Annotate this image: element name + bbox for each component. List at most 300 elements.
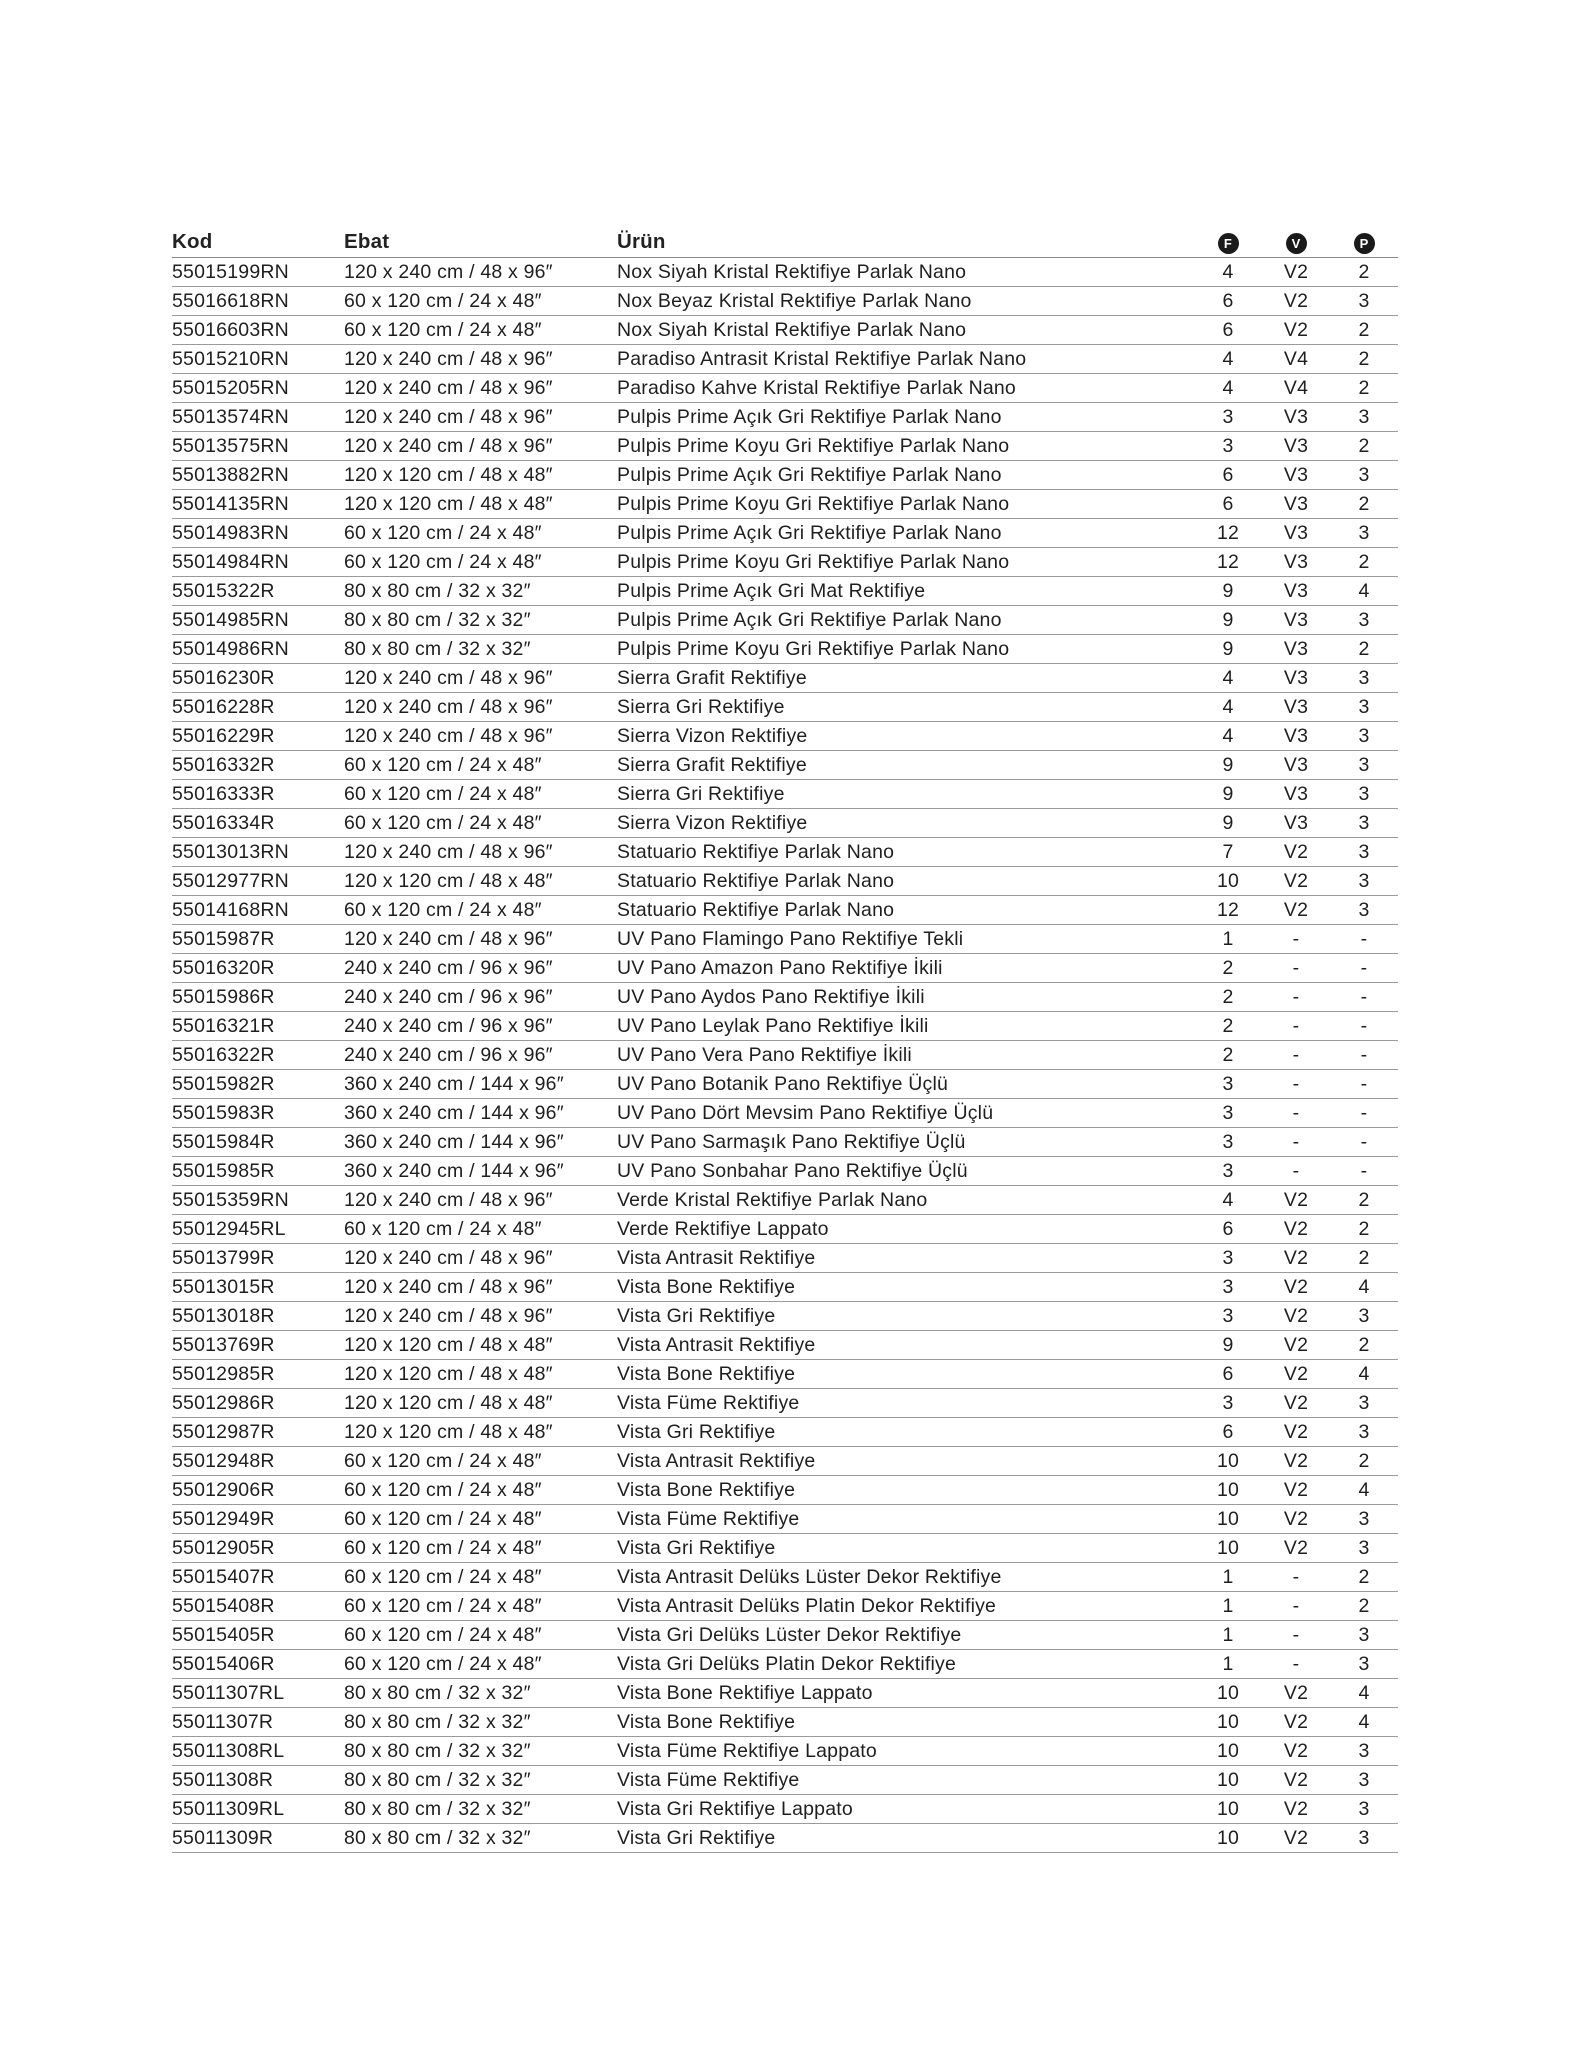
cell-v: V3 bbox=[1283, 550, 1309, 573]
cell-urun: Vista Bone Rektifiye bbox=[617, 1275, 796, 1298]
cell-p: 2 bbox=[1358, 376, 1370, 399]
cell-kod: 55012985R bbox=[172, 1362, 275, 1385]
cell-ebat: 120 x 240 cm / 48 x 96″ bbox=[344, 376, 553, 399]
cell-urun: Vista Gri Rektifiye bbox=[617, 1826, 776, 1849]
cell-f: 9 bbox=[1222, 608, 1234, 631]
cell-f: 4 bbox=[1222, 347, 1234, 370]
cell-f: 1 bbox=[1222, 1594, 1234, 1617]
cell-ebat: 240 x 240 cm / 96 x 96″ bbox=[344, 1043, 553, 1066]
cell-ebat: 120 x 240 cm / 48 x 96″ bbox=[344, 405, 553, 428]
table-row bbox=[172, 1157, 1398, 1186]
cell-urun: Pulpis Prime Açık Gri Rektifiye Parlak Nano bbox=[617, 521, 1002, 544]
cell-kod: 55014983RN bbox=[172, 521, 289, 544]
cell-kod: 55015985R bbox=[172, 1159, 275, 1182]
cell-p: - bbox=[1360, 956, 1368, 979]
cell-v: V3 bbox=[1283, 724, 1309, 747]
cell-v: V3 bbox=[1283, 695, 1309, 718]
cell-f: 9 bbox=[1222, 1333, 1234, 1356]
cell-kod: 55014986RN bbox=[172, 637, 289, 660]
cell-ebat: 120 x 240 cm / 48 x 96″ bbox=[344, 260, 553, 283]
table-row bbox=[172, 1099, 1398, 1128]
cell-urun: Sierra Gri Rektifiye bbox=[617, 782, 785, 805]
cell-urun: Sierra Vizon Rektifiye bbox=[617, 724, 808, 747]
cell-f: 12 bbox=[1216, 898, 1240, 921]
cell-kod: 55013575RN bbox=[172, 434, 289, 457]
cell-f: 9 bbox=[1222, 579, 1234, 602]
cell-v: V2 bbox=[1283, 1507, 1309, 1530]
cell-urun: Statuario Rektifiye Parlak Nano bbox=[617, 869, 895, 892]
table-row bbox=[172, 925, 1398, 954]
cell-p: 4 bbox=[1358, 579, 1370, 602]
header-v bbox=[1262, 230, 1330, 254]
cell-kod: 55012906R bbox=[172, 1478, 275, 1501]
cell-kod: 55015407R bbox=[172, 1565, 275, 1588]
cell-p: 3 bbox=[1358, 1768, 1370, 1791]
cell-f: 1 bbox=[1222, 927, 1234, 950]
cell-urun: Nox Siyah Kristal Rektifiye Parlak Nano bbox=[617, 318, 967, 341]
table-row bbox=[172, 316, 1398, 345]
cell-f: 3 bbox=[1222, 1246, 1234, 1269]
table-row bbox=[172, 838, 1398, 867]
cell-v: V3 bbox=[1283, 579, 1309, 602]
cell-v: V2 bbox=[1283, 1420, 1309, 1443]
cell-v: V4 bbox=[1283, 347, 1309, 370]
cell-ebat: 240 x 240 cm / 96 x 96″ bbox=[344, 985, 553, 1008]
cell-f: 10 bbox=[1216, 1710, 1240, 1733]
cell-urun: UV Pano Flamingo Pano Rektifiye Tekli bbox=[617, 927, 964, 950]
header-f bbox=[1194, 230, 1262, 254]
cell-f: 3 bbox=[1222, 1391, 1234, 1414]
cell-ebat: 60 x 120 cm / 24 x 48″ bbox=[344, 1536, 542, 1559]
cell-kod: 55013769R bbox=[172, 1333, 275, 1356]
table-row bbox=[172, 1360, 1398, 1389]
cell-ebat: 120 x 240 cm / 48 x 96″ bbox=[344, 666, 553, 689]
cell-v: - bbox=[1292, 1130, 1300, 1153]
cell-p: 3 bbox=[1358, 1739, 1370, 1762]
cell-f: 10 bbox=[1216, 1507, 1240, 1530]
table-row bbox=[172, 1012, 1398, 1041]
table-row bbox=[172, 664, 1398, 693]
cell-kod: 55012986R bbox=[172, 1391, 275, 1414]
table-row bbox=[172, 780, 1398, 809]
cell-ebat: 80 x 80 cm / 32 x 32″ bbox=[344, 637, 531, 660]
cell-ebat: 120 x 120 cm / 48 x 48″ bbox=[344, 1391, 553, 1414]
cell-ebat: 80 x 80 cm / 32 x 32″ bbox=[344, 1797, 531, 1820]
cell-p: 3 bbox=[1358, 695, 1370, 718]
product-table bbox=[172, 226, 1398, 1853]
cell-ebat: 120 x 240 cm / 48 x 96″ bbox=[344, 1275, 553, 1298]
cell-kod: 55013882RN bbox=[172, 463, 289, 486]
cell-v: - bbox=[1292, 1594, 1300, 1617]
cell-v: - bbox=[1292, 1101, 1300, 1124]
cell-kod: 55015984R bbox=[172, 1130, 275, 1153]
cell-p: 4 bbox=[1358, 1275, 1370, 1298]
cell-urun: Vista Bone Rektifiye Lappato bbox=[617, 1681, 873, 1704]
table-row bbox=[172, 519, 1398, 548]
table-row bbox=[172, 1273, 1398, 1302]
cell-urun: Pulpis Prime Koyu Gri Rektifiye Parlak Nano bbox=[617, 637, 1010, 660]
cell-f: 10 bbox=[1216, 1768, 1240, 1791]
cell-kod: 55016230R bbox=[172, 666, 275, 689]
cell-f: 10 bbox=[1216, 1797, 1240, 1820]
cell-urun: Pulpis Prime Açık Gri Rektifiye Parlak Nano bbox=[617, 608, 1002, 631]
cell-urun: Vista Füme Rektifiye bbox=[617, 1391, 800, 1414]
cell-f: 4 bbox=[1222, 666, 1234, 689]
cell-p: - bbox=[1360, 1159, 1368, 1182]
cell-kod: 55011307RL bbox=[172, 1681, 285, 1704]
cell-ebat: 120 x 120 cm / 48 x 48″ bbox=[344, 463, 553, 486]
cell-v: V3 bbox=[1283, 492, 1309, 515]
cell-kod: 55015982R bbox=[172, 1072, 275, 1095]
cell-v: V3 bbox=[1283, 811, 1309, 834]
cell-p: 3 bbox=[1358, 1507, 1370, 1530]
cell-v: V2 bbox=[1283, 1710, 1309, 1733]
cell-p: - bbox=[1360, 1072, 1368, 1095]
cell-urun: Vista Füme Rektifiye bbox=[617, 1507, 800, 1530]
cell-f: 1 bbox=[1222, 1652, 1234, 1675]
cell-ebat: 120 x 240 cm / 48 x 96″ bbox=[344, 927, 553, 950]
cell-ebat: 120 x 120 cm / 48 x 48″ bbox=[344, 869, 553, 892]
cell-p: 3 bbox=[1358, 869, 1370, 892]
cell-kod: 55013015R bbox=[172, 1275, 275, 1298]
cell-v: V2 bbox=[1283, 1768, 1309, 1791]
cell-urun: Pulpis Prime Koyu Gri Rektifiye Parlak Nano bbox=[617, 550, 1010, 573]
cell-kod: 55015986R bbox=[172, 985, 275, 1008]
cell-p: 3 bbox=[1358, 1536, 1370, 1559]
table-row bbox=[172, 1041, 1398, 1070]
cell-v: - bbox=[1292, 956, 1300, 979]
cell-f: 4 bbox=[1222, 1188, 1234, 1211]
cell-v: - bbox=[1292, 1623, 1300, 1646]
table-row bbox=[172, 548, 1398, 577]
cell-urun: Pulpis Prime Açık Gri Mat Rektifiye bbox=[617, 579, 926, 602]
table-row bbox=[172, 1418, 1398, 1447]
cell-ebat: 240 x 240 cm / 96 x 96″ bbox=[344, 1014, 553, 1037]
cell-kod: 55016322R bbox=[172, 1043, 275, 1066]
cell-f: 10 bbox=[1216, 1681, 1240, 1704]
cell-f: 6 bbox=[1222, 289, 1234, 312]
cell-urun: Vista Füme Rektifiye Lappato bbox=[617, 1739, 877, 1762]
cell-p: 3 bbox=[1358, 811, 1370, 834]
cell-p: 3 bbox=[1358, 753, 1370, 776]
cell-ebat: 60 x 120 cm / 24 x 48″ bbox=[344, 289, 542, 312]
cell-kod: 55011308R bbox=[172, 1768, 274, 1791]
cell-urun: Pulpis Prime Açık Gri Rektifiye Parlak Nano bbox=[617, 405, 1002, 428]
cell-v: - bbox=[1292, 985, 1300, 1008]
cell-ebat: 80 x 80 cm / 32 x 32″ bbox=[344, 608, 531, 631]
cell-v: V2 bbox=[1283, 840, 1309, 863]
cell-v: V3 bbox=[1283, 434, 1309, 457]
cell-p: 4 bbox=[1358, 1362, 1370, 1385]
cell-kod: 55012948R bbox=[172, 1449, 275, 1472]
cell-p: 3 bbox=[1358, 666, 1370, 689]
cell-ebat: 120 x 240 cm / 48 x 96″ bbox=[344, 840, 553, 863]
cell-f: 12 bbox=[1216, 550, 1240, 573]
cell-v: V3 bbox=[1283, 637, 1309, 660]
table-row bbox=[172, 722, 1398, 751]
cell-p: 3 bbox=[1358, 1623, 1370, 1646]
cell-f: 3 bbox=[1222, 405, 1234, 428]
cell-f: 4 bbox=[1222, 695, 1234, 718]
cell-p: 3 bbox=[1358, 724, 1370, 747]
cell-v: V2 bbox=[1283, 869, 1309, 892]
cell-ebat: 120 x 120 cm / 48 x 48″ bbox=[344, 492, 553, 515]
cell-ebat: 240 x 240 cm / 96 x 96″ bbox=[344, 956, 553, 979]
cell-v: V2 bbox=[1283, 1246, 1309, 1269]
table-row bbox=[172, 1824, 1398, 1853]
cell-urun: Paradiso Antrasit Kristal Rektifiye Parlak Nano bbox=[617, 347, 1027, 370]
table-row bbox=[172, 345, 1398, 374]
cell-kod: 55015405R bbox=[172, 1623, 275, 1646]
cell-urun: Vista Gri Rektifiye Lappato bbox=[617, 1797, 853, 1820]
cell-ebat: 60 x 120 cm / 24 x 48″ bbox=[344, 753, 542, 776]
cell-f: 3 bbox=[1222, 1101, 1234, 1124]
table-row bbox=[172, 1621, 1398, 1650]
cell-kod: 55014984RN bbox=[172, 550, 289, 573]
header-kod: Kod bbox=[172, 230, 213, 253]
cell-p: 2 bbox=[1358, 1333, 1370, 1356]
cell-v: V3 bbox=[1283, 666, 1309, 689]
cell-ebat: 120 x 240 cm / 48 x 96″ bbox=[344, 1304, 553, 1327]
cell-p: - bbox=[1360, 1130, 1368, 1153]
cell-urun: Vista Antrasit Rektifiye bbox=[617, 1449, 816, 1472]
cell-kod: 55011307R bbox=[172, 1710, 274, 1733]
cell-kod: 55016229R bbox=[172, 724, 275, 747]
p-circle-icon: P bbox=[1354, 233, 1375, 254]
cell-kod: 55012977RN bbox=[172, 869, 289, 892]
cell-urun: Vista Bone Rektifiye bbox=[617, 1710, 796, 1733]
cell-ebat: 120 x 120 cm / 48 x 48″ bbox=[344, 1362, 553, 1385]
cell-p: 2 bbox=[1358, 550, 1370, 573]
cell-f: 4 bbox=[1222, 376, 1234, 399]
cell-urun: Vista Gri Delüks Platin Dekor Rektifiye bbox=[617, 1652, 957, 1675]
cell-urun: Verde Kristal Rektifiye Parlak Nano bbox=[617, 1188, 928, 1211]
cell-kod: 55015359RN bbox=[172, 1188, 289, 1211]
cell-f: 10 bbox=[1216, 1739, 1240, 1762]
table-row bbox=[172, 1476, 1398, 1505]
cell-ebat: 80 x 80 cm / 32 x 32″ bbox=[344, 1768, 531, 1791]
cell-kod: 55011309RL bbox=[172, 1797, 285, 1820]
cell-v: - bbox=[1292, 1072, 1300, 1095]
cell-v: V2 bbox=[1283, 898, 1309, 921]
cell-v: V4 bbox=[1283, 376, 1309, 399]
cell-v: V2 bbox=[1283, 1333, 1309, 1356]
cell-urun: UV Pano Vera Pano Rektifiye İkili bbox=[617, 1043, 912, 1066]
table-body bbox=[172, 258, 1398, 1853]
cell-kod: 55013574RN bbox=[172, 405, 289, 428]
cell-f: 3 bbox=[1222, 1159, 1234, 1182]
cell-kod: 55011309R bbox=[172, 1826, 274, 1849]
cell-v: V2 bbox=[1283, 1681, 1309, 1704]
table-row bbox=[172, 1708, 1398, 1737]
cell-p: 2 bbox=[1358, 1449, 1370, 1472]
cell-kod: 55014168RN bbox=[172, 898, 289, 921]
cell-urun: Pulpis Prime Koyu Gri Rektifiye Parlak Nano bbox=[617, 434, 1010, 457]
cell-ebat: 120 x 240 cm / 48 x 96″ bbox=[344, 1188, 553, 1211]
v-circle-icon: V bbox=[1286, 233, 1307, 254]
cell-kod: 55012905R bbox=[172, 1536, 275, 1559]
cell-f: 4 bbox=[1222, 260, 1234, 283]
table-row bbox=[172, 1215, 1398, 1244]
cell-p: - bbox=[1360, 927, 1368, 950]
cell-kod: 55013018R bbox=[172, 1304, 275, 1327]
cell-p: 3 bbox=[1358, 1797, 1370, 1820]
table-row bbox=[172, 1795, 1398, 1824]
cell-v: - bbox=[1292, 1565, 1300, 1588]
table-row bbox=[172, 1186, 1398, 1215]
cell-kod: 55016320R bbox=[172, 956, 275, 979]
cell-urun: Vista Antrasit Delüks Lüster Dekor Rektifiye bbox=[617, 1565, 1002, 1588]
cell-p: - bbox=[1360, 1101, 1368, 1124]
cell-p: 3 bbox=[1358, 463, 1370, 486]
cell-p: 2 bbox=[1358, 492, 1370, 515]
cell-p: 3 bbox=[1358, 1826, 1370, 1849]
cell-p: 2 bbox=[1358, 260, 1370, 283]
header-urun: Ürün bbox=[617, 230, 666, 253]
cell-v: V2 bbox=[1283, 1217, 1309, 1240]
cell-urun: UV Pano Amazon Pano Rektifiye İkili bbox=[617, 956, 943, 979]
cell-ebat: 360 x 240 cm / 144 x 96″ bbox=[344, 1130, 564, 1153]
cell-v: - bbox=[1292, 1014, 1300, 1037]
cell-urun: Sierra Vizon Rektifiye bbox=[617, 811, 808, 834]
cell-kod: 55015406R bbox=[172, 1652, 275, 1675]
cell-f: 1 bbox=[1222, 1623, 1234, 1646]
cell-p: 4 bbox=[1358, 1478, 1370, 1501]
table-row bbox=[172, 461, 1398, 490]
cell-urun: Verde Rektifiye Lappato bbox=[617, 1217, 829, 1240]
table-row bbox=[172, 1302, 1398, 1331]
cell-ebat: 60 x 120 cm / 24 x 48″ bbox=[344, 782, 542, 805]
cell-ebat: 120 x 240 cm / 48 x 96″ bbox=[344, 1246, 553, 1269]
table-row bbox=[172, 490, 1398, 519]
cell-f: 9 bbox=[1222, 637, 1234, 660]
cell-v: - bbox=[1292, 1043, 1300, 1066]
table-row bbox=[172, 1592, 1398, 1621]
cell-f: 10 bbox=[1216, 1826, 1240, 1849]
cell-ebat: 360 x 240 cm / 144 x 96″ bbox=[344, 1072, 564, 1095]
cell-f: 2 bbox=[1222, 1014, 1234, 1037]
cell-p: 2 bbox=[1358, 318, 1370, 341]
cell-ebat: 60 x 120 cm / 24 x 48″ bbox=[344, 1449, 542, 1472]
cell-p: - bbox=[1360, 1043, 1368, 1066]
cell-ebat: 60 x 120 cm / 24 x 48″ bbox=[344, 898, 542, 921]
cell-kod: 55012945RL bbox=[172, 1217, 286, 1240]
cell-ebat: 120 x 120 cm / 48 x 48″ bbox=[344, 1420, 553, 1443]
table-row bbox=[172, 809, 1398, 838]
cell-p: - bbox=[1360, 1014, 1368, 1037]
cell-kod: 55016321R bbox=[172, 1014, 275, 1037]
cell-ebat: 60 x 120 cm / 24 x 48″ bbox=[344, 318, 542, 341]
table-row bbox=[172, 1505, 1398, 1534]
cell-kod: 55016332R bbox=[172, 753, 275, 776]
cell-f: 3 bbox=[1222, 1304, 1234, 1327]
cell-urun: Sierra Grafit Rektifiye bbox=[617, 753, 807, 776]
cell-f: 3 bbox=[1222, 1072, 1234, 1095]
header-p bbox=[1330, 230, 1398, 254]
cell-urun: UV Pano Botanik Pano Rektifiye Üçlü bbox=[617, 1072, 949, 1095]
table-row bbox=[172, 867, 1398, 896]
cell-f: 6 bbox=[1222, 492, 1234, 515]
cell-kod: 55016334R bbox=[172, 811, 275, 834]
cell-kod: 55012949R bbox=[172, 1507, 275, 1530]
table-row bbox=[172, 635, 1398, 664]
cell-ebat: 60 x 120 cm / 24 x 48″ bbox=[344, 1565, 542, 1588]
cell-v: V2 bbox=[1283, 1826, 1309, 1849]
f-circle-icon: F bbox=[1218, 233, 1239, 254]
cell-kod: 55013013RN bbox=[172, 840, 289, 863]
cell-ebat: 60 x 120 cm / 24 x 48″ bbox=[344, 1507, 542, 1530]
cell-kod: 55011308RL bbox=[172, 1739, 285, 1762]
cell-urun: Statuario Rektifiye Parlak Nano bbox=[617, 898, 895, 921]
cell-f: 10 bbox=[1216, 1478, 1240, 1501]
cell-p: 3 bbox=[1358, 1420, 1370, 1443]
cell-v: - bbox=[1292, 1159, 1300, 1182]
cell-urun: Vista Gri Rektifiye bbox=[617, 1420, 776, 1443]
cell-p: 3 bbox=[1358, 608, 1370, 631]
table-row bbox=[172, 983, 1398, 1012]
cell-ebat: 60 x 120 cm / 24 x 48″ bbox=[344, 521, 542, 544]
table-header-row bbox=[172, 226, 1398, 258]
table-row bbox=[172, 403, 1398, 432]
cell-f: 9 bbox=[1222, 811, 1234, 834]
cell-f: 3 bbox=[1222, 1130, 1234, 1153]
cell-ebat: 120 x 240 cm / 48 x 96″ bbox=[344, 724, 553, 747]
cell-p: 3 bbox=[1358, 1652, 1370, 1675]
cell-kod: 55015322R bbox=[172, 579, 275, 602]
cell-kod: 55016228R bbox=[172, 695, 275, 718]
cell-p: 3 bbox=[1358, 1391, 1370, 1414]
cell-ebat: 360 x 240 cm / 144 x 96″ bbox=[344, 1159, 564, 1182]
cell-v: V2 bbox=[1283, 1362, 1309, 1385]
cell-v: V3 bbox=[1283, 463, 1309, 486]
cell-v: V3 bbox=[1283, 608, 1309, 631]
cell-urun: Pulpis Prime Açık Gri Rektifiye Parlak Nano bbox=[617, 463, 1002, 486]
cell-p: 4 bbox=[1358, 1681, 1370, 1704]
cell-v: V2 bbox=[1283, 1188, 1309, 1211]
cell-p: 3 bbox=[1358, 405, 1370, 428]
cell-ebat: 60 x 120 cm / 24 x 48″ bbox=[344, 1652, 542, 1675]
cell-urun: Vista Gri Delüks Lüster Dekor Rektifiye bbox=[617, 1623, 962, 1646]
cell-p: 3 bbox=[1358, 521, 1370, 544]
cell-p: 3 bbox=[1358, 1304, 1370, 1327]
cell-p: 2 bbox=[1358, 1246, 1370, 1269]
cell-f: 3 bbox=[1222, 1275, 1234, 1298]
cell-v: V2 bbox=[1283, 1739, 1309, 1762]
cell-kod: 55015983R bbox=[172, 1101, 275, 1124]
cell-p: 3 bbox=[1358, 898, 1370, 921]
cell-p: 2 bbox=[1358, 1565, 1370, 1588]
cell-urun: UV Pano Aydos Pano Rektifiye İkili bbox=[617, 985, 925, 1008]
cell-ebat: 80 x 80 cm / 32 x 32″ bbox=[344, 1710, 531, 1733]
cell-p: - bbox=[1360, 985, 1368, 1008]
table-row bbox=[172, 1070, 1398, 1099]
cell-urun: Sierra Gri Rektifiye bbox=[617, 695, 785, 718]
table-row bbox=[172, 693, 1398, 722]
cell-ebat: 80 x 80 cm / 32 x 32″ bbox=[344, 1826, 531, 1849]
cell-p: 2 bbox=[1358, 1188, 1370, 1211]
cell-f: 12 bbox=[1216, 521, 1240, 544]
cell-f: 6 bbox=[1222, 1420, 1234, 1443]
cell-kod: 55016618RN bbox=[172, 289, 289, 312]
cell-v: - bbox=[1292, 927, 1300, 950]
cell-ebat: 80 x 80 cm / 32 x 32″ bbox=[344, 1739, 531, 1762]
cell-v: V2 bbox=[1283, 260, 1309, 283]
cell-urun: Vista Bone Rektifiye bbox=[617, 1478, 796, 1501]
cell-f: 6 bbox=[1222, 463, 1234, 486]
cell-v: V2 bbox=[1283, 1536, 1309, 1559]
cell-f: 1 bbox=[1222, 1565, 1234, 1588]
table-row bbox=[172, 1534, 1398, 1563]
